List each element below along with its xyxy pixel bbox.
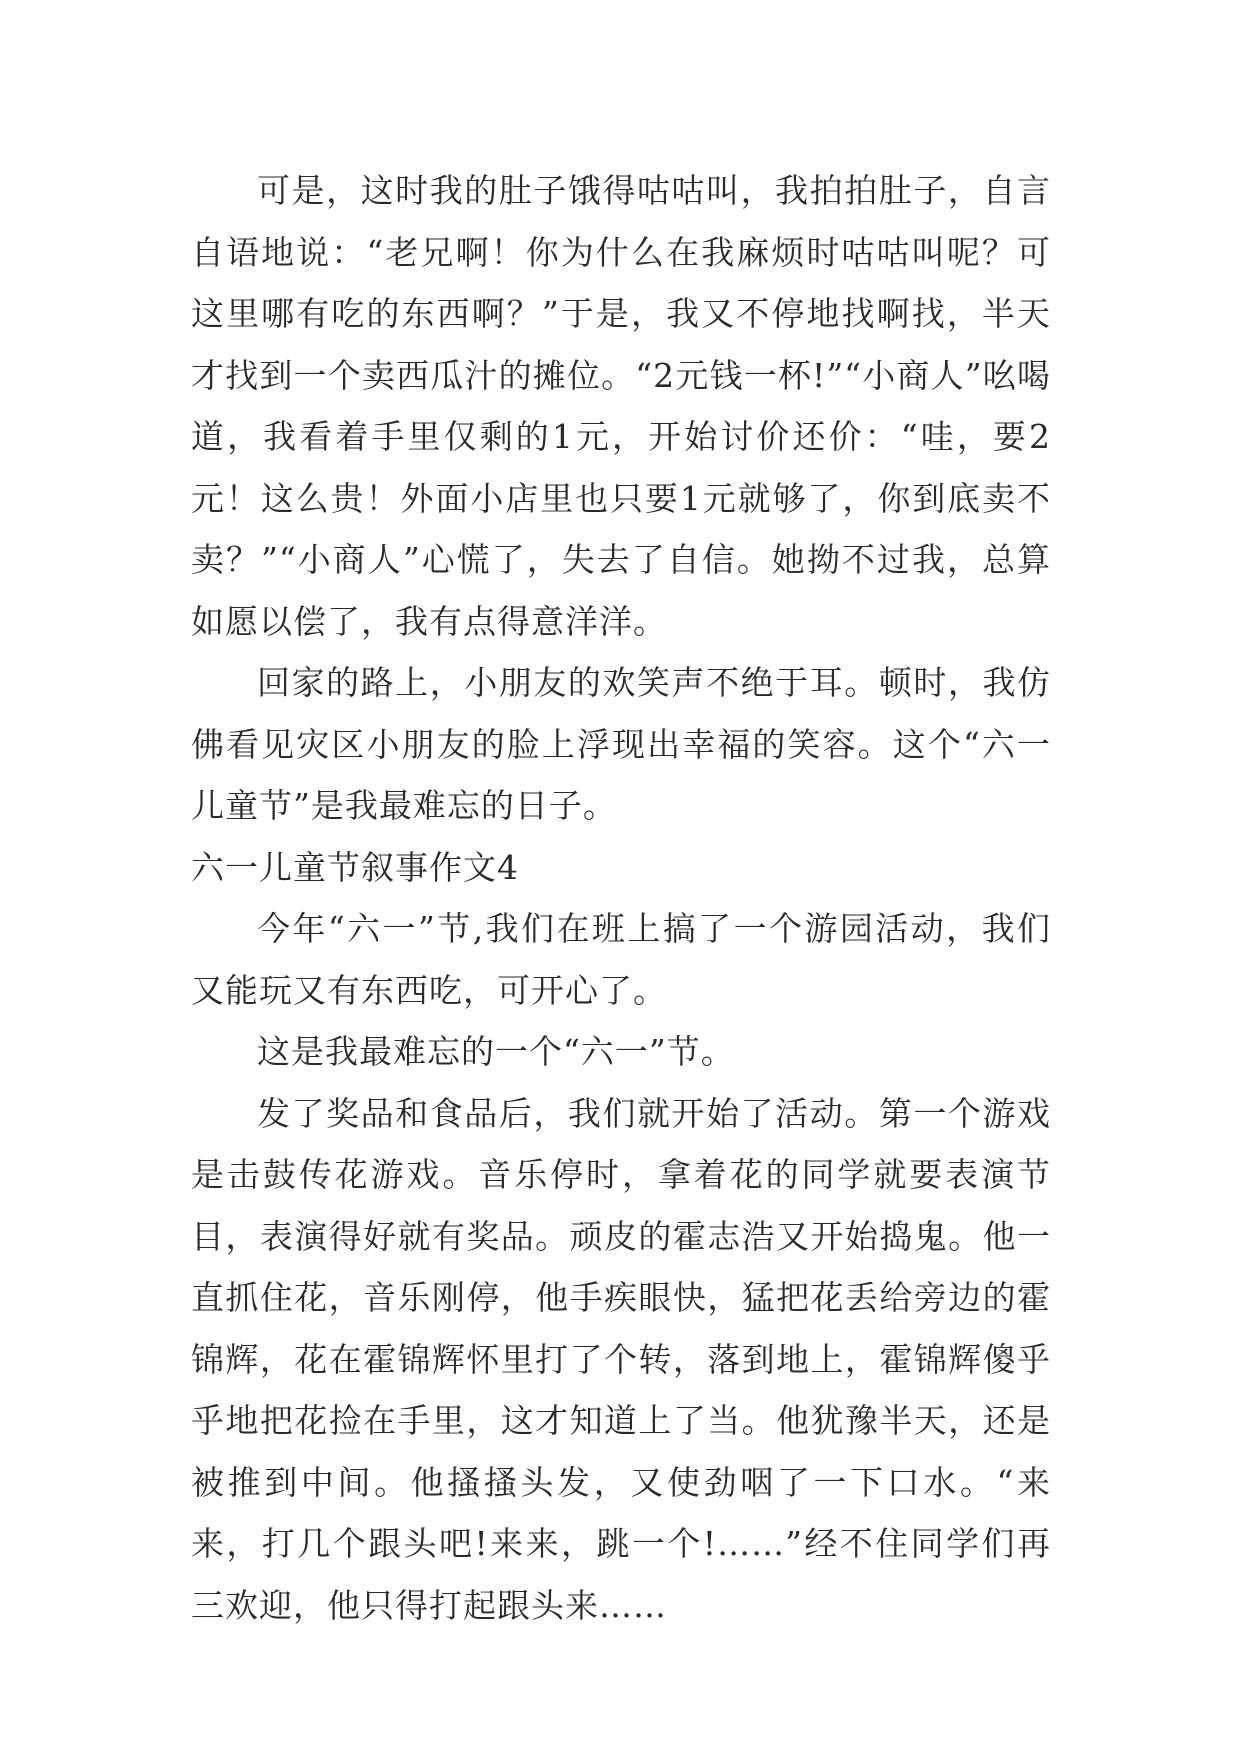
paragraph-2: 回家的路上，小朋友的欢笑声不绝于耳。顿时，我仿佛看见灾区小朋友的脸上浮现出幸福的笑容。这个“六一儿童节”是我最难忘的日子。 <box>191 663 1051 825</box>
document-body <box>191 160 1051 1636</box>
section-heading: 六一儿童节叙事作文4 <box>191 847 519 887</box>
paragraph-5: 发了奖品和食品后，我们就开始了活动。第一个游戏是击鼓传花游戏。音乐停时，拿着花的同学就要表演节目，表演得好就有奖品。顽皮的霍志浩又开始捣鬼。他一直抓住花，音乐刚停，他手疾眼快，猛把花丢给旁边的霍锦辉，花在霍锦辉怀里打了个转，落到地上，霍锦辉傻乎乎地把花捡在手里，这才知道上了当。他犹豫半天，还是被推到中间。他搔搔头发，又使劲咽了一下口水。“来来，打几个跟头吧!来来，跳一个!……”经不住同学们再三欢迎，他只得打起跟头来…… <box>191 1093 1051 1625</box>
paragraph-1: 可是，这时我的肚子饿得咕咕叫，我拍拍肚子，自言自语地说：“老兄啊！你为什么在我麻烦时咕咕叫呢？可这里哪有吃的东西啊？”于是，我又不停地找啊找，半天才找到一个卖西瓜汁的摊位。“2元钱一杯!”“小商人”吆喝道，我看着手里仅剩的1元，开始讨价还价：“哇，要2元！这么贵！外面小店里也只要1元就够了，你到底卖不卖？”“小商人”心慌了，失去了自信。她拗不过我，总算如愿以偿了，我有点得意洋洋。 <box>191 171 1051 641</box>
paragraph-3: 今年“六一”节,我们在班上搞了一个游园活动，我们又能玩又有东西吃，可开心了。 <box>191 909 1051 1010</box>
paragraph-4: 这是我最难忘的一个“六一”节。 <box>257 1032 735 1071</box>
